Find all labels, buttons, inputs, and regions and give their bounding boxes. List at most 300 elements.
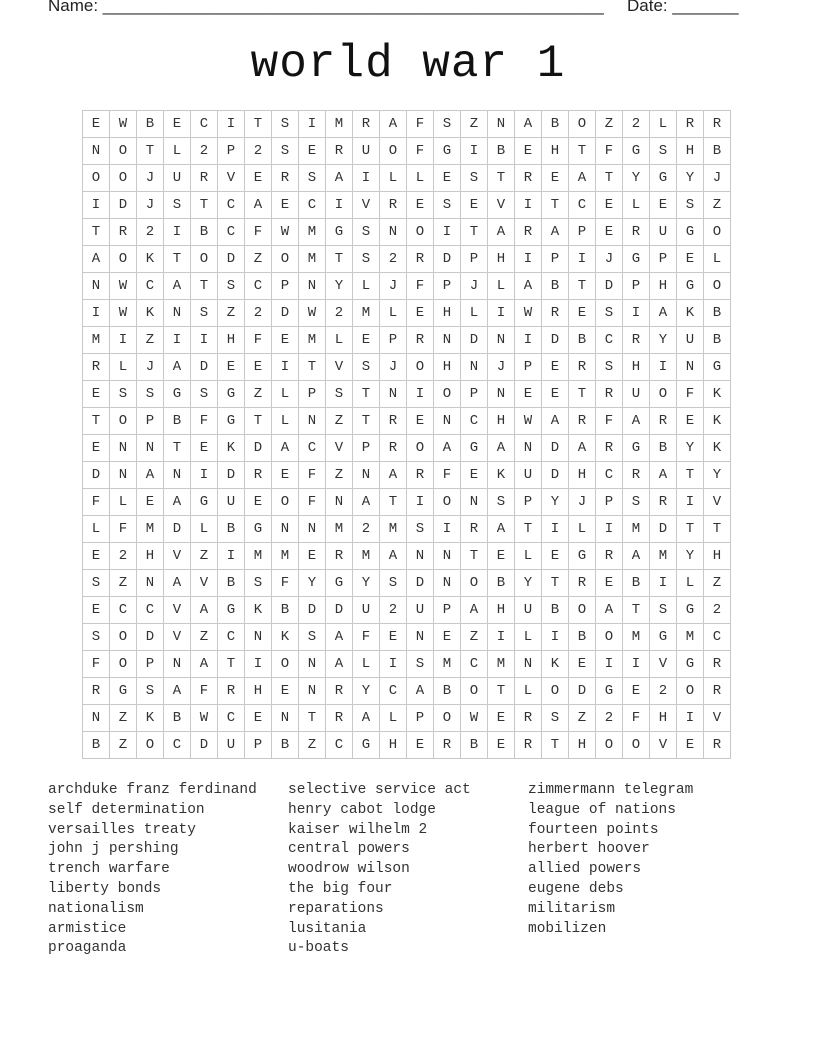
grid-cell: T [461,219,488,246]
grid-cell: P [623,273,650,300]
grid-cell: E [596,570,623,597]
grid-cell: B [542,273,569,300]
grid-cell: T [542,570,569,597]
grid-cell: L [110,354,137,381]
grid-cell: A [542,408,569,435]
grid-cell: A [488,516,515,543]
grid-cell: R [407,327,434,354]
grid-cell: A [191,651,218,678]
grid-cell: N [299,273,326,300]
grid-cell: O [461,678,488,705]
grid-cell: P [137,651,164,678]
grid-cell: J [596,246,623,273]
grid-cell: T [218,651,245,678]
grid-cell: R [704,651,731,678]
grid-cell: S [488,489,515,516]
grid-cell: S [191,300,218,327]
word-list-item: militarism [528,900,616,917]
grid-cell: J [488,354,515,381]
grid-cell: R [704,111,731,138]
grid-cell: E [677,732,704,759]
grid-cell: 2 [650,678,677,705]
grid-cell: 2 [380,597,407,624]
grid-cell: P [407,705,434,732]
grid-cell: I [542,624,569,651]
grid-cell: T [623,597,650,624]
grid-cell: A [164,354,191,381]
grid-cell: P [137,408,164,435]
grid-cell: S [137,381,164,408]
grid-cell: G [353,732,380,759]
grid-cell: Z [461,111,488,138]
grid-cell: R [569,570,596,597]
grid-cell: N [380,219,407,246]
header [48,0,748,20]
grid-cell: A [569,165,596,192]
grid-cell: I [353,165,380,192]
grid-cell: E [596,192,623,219]
grid-cell: Z [110,570,137,597]
grid-cell: O [272,489,299,516]
grid-cell: I [380,651,407,678]
grid-cell: U [677,327,704,354]
grid-cell: S [623,489,650,516]
grid-cell: S [164,192,191,219]
grid-cell: T [326,246,353,273]
word-list-column-3 [528,781,693,939]
grid-cell: J [380,354,407,381]
grid-cell: W [110,111,137,138]
grid-cell: A [380,543,407,570]
word-list-item: henry cabot lodge [288,801,436,818]
grid-cell: Z [137,327,164,354]
grid-cell: L [407,165,434,192]
grid-cell: L [677,570,704,597]
grid-cell: N [83,138,110,165]
grid-cell: F [83,489,110,516]
grid-cell: B [704,327,731,354]
grid-cell: R [326,138,353,165]
grid-cell: N [137,435,164,462]
grid-cell: L [623,192,650,219]
grid-cell: R [407,462,434,489]
grid-cell: Z [110,732,137,759]
grid-cell: A [488,219,515,246]
grid-cell: O [380,138,407,165]
grid-cell: A [245,192,272,219]
grid-cell: R [110,219,137,246]
grid-cell: S [272,138,299,165]
grid-cell: V [191,570,218,597]
grid-cell: N [488,381,515,408]
grid-cell: B [218,516,245,543]
word-list-item: league of nations [528,801,676,818]
grid-cell: K [218,435,245,462]
grid-cell: E [407,192,434,219]
date-field-label: Date: _______ [627,0,739,15]
grid-cell: G [218,381,245,408]
grid-cell: 2 [245,300,272,327]
grid-cell: A [434,435,461,462]
grid-cell: C [137,597,164,624]
grid-cell: L [515,624,542,651]
grid-cell: P [461,381,488,408]
grid-cell: D [542,435,569,462]
grid-cell: C [461,651,488,678]
grid-cell: E [83,381,110,408]
grid-cell: I [488,624,515,651]
grid-cell: R [542,300,569,327]
grid-cell: V [164,624,191,651]
grid-cell: C [218,705,245,732]
word-list-item: reparations [288,900,384,917]
grid-cell: A [542,219,569,246]
grid-cell: V [488,192,515,219]
grid-cell: V [650,732,677,759]
grid-cell: F [191,408,218,435]
grid-cell: J [461,273,488,300]
grid-cell: T [83,408,110,435]
grid-cell: A [650,462,677,489]
grid-cell: A [515,273,542,300]
grid-cell: S [83,570,110,597]
grid-cell: O [569,597,596,624]
grid-cell: P [272,273,299,300]
grid-cell: F [245,219,272,246]
grid-cell: O [434,489,461,516]
grid-cell: I [326,192,353,219]
grid-cell: K [542,651,569,678]
grid-cell: G [623,246,650,273]
grid-cell: C [704,624,731,651]
grid-cell: K [488,462,515,489]
grid-cell: E [515,138,542,165]
grid-cell: G [650,624,677,651]
grid-cell: G [569,543,596,570]
grid-row [83,489,731,516]
grid-cell: 2 [623,111,650,138]
grid-cell: P [353,435,380,462]
grid-cell: I [407,489,434,516]
grid-cell: O [650,381,677,408]
grid-cell: W [110,300,137,327]
grid-cell: H [434,354,461,381]
grid-cell: M [488,651,515,678]
grid-cell: L [380,705,407,732]
grid-cell: S [137,678,164,705]
grid-cell: 2 [137,219,164,246]
grid-cell: M [137,516,164,543]
grid-cell: N [83,705,110,732]
grid-cell: F [407,138,434,165]
grid-cell: 2 [353,516,380,543]
grid-cell: A [461,597,488,624]
grid-cell: I [164,327,191,354]
grid-cell: B [434,678,461,705]
grid-cell: F [299,489,326,516]
grid-cell: H [650,273,677,300]
grid-cell: I [407,381,434,408]
grid-cell: M [326,516,353,543]
grid-cell: D [83,462,110,489]
grid-cell: O [407,435,434,462]
grid-cell: D [191,732,218,759]
grid-cell: E [164,111,191,138]
grid-cell: K [704,435,731,462]
grid-cell: S [299,165,326,192]
grid-cell: T [353,381,380,408]
grid-cell: C [218,219,245,246]
grid-cell: F [623,705,650,732]
grid-cell: O [677,678,704,705]
grid-cell: T [299,705,326,732]
grid-cell: U [515,462,542,489]
grid-cell: R [380,408,407,435]
grid-cell: H [488,597,515,624]
grid-cell: Z [461,624,488,651]
grid-cell: M [299,246,326,273]
grid-cell: N [245,624,272,651]
grid-cell: Y [353,678,380,705]
grid-cell: I [677,705,704,732]
grid-cell: Y [542,489,569,516]
grid-cell: H [704,543,731,570]
grid-cell: A [326,624,353,651]
grid-row [83,570,731,597]
grid-cell: M [650,543,677,570]
grid-cell: N [434,543,461,570]
grid-cell: K [704,408,731,435]
grid-cell: G [326,219,353,246]
word-list-column-2 [288,781,471,959]
grid-cell: L [488,273,515,300]
grid-cell: 2 [704,597,731,624]
grid-cell: S [299,624,326,651]
grid-cell: U [218,732,245,759]
grid-cell: G [677,219,704,246]
grid-cell: B [83,732,110,759]
grid-cell: P [515,354,542,381]
grid-cell: O [407,219,434,246]
grid-cell: L [272,408,299,435]
word-search-grid [82,110,731,759]
grid-cell: E [380,624,407,651]
grid-cell: B [488,570,515,597]
grid-cell: A [164,489,191,516]
grid-cell: W [515,408,542,435]
grid-cell: T [677,462,704,489]
grid-cell: S [191,381,218,408]
grid-cell: Z [218,300,245,327]
grid-cell: I [191,462,218,489]
grid-cell: P [245,732,272,759]
grid-cell: E [137,489,164,516]
grid-cell: U [623,381,650,408]
grid-cell: S [110,381,137,408]
grid-row [83,624,731,651]
grid-cell: C [596,327,623,354]
grid-cell: M [623,624,650,651]
grid-cell: S [326,381,353,408]
grid-cell: E [245,705,272,732]
grid-cell: D [218,462,245,489]
grid-cell: G [245,516,272,543]
grid-cell: A [353,489,380,516]
grid-cell: V [218,165,245,192]
grid-cell: N [677,354,704,381]
grid-cell: L [380,165,407,192]
grid-cell: S [542,705,569,732]
grid-cell: N [407,543,434,570]
grid-cell: C [110,597,137,624]
grid-cell: N [164,651,191,678]
grid-cell: A [623,543,650,570]
grid-cell: T [542,192,569,219]
grid-cell: E [272,678,299,705]
grid-cell: L [569,516,596,543]
grid-cell: S [677,192,704,219]
grid-cell: O [272,651,299,678]
grid-cell: R [380,435,407,462]
grid-cell: N [272,516,299,543]
grid-row [83,273,731,300]
grid-cell: S [353,354,380,381]
grid-cell: T [542,732,569,759]
grid-cell: U [353,597,380,624]
grid-cell: A [380,111,407,138]
grid-cell: R [515,705,542,732]
grid-cell: P [380,327,407,354]
grid-cell: G [650,165,677,192]
grid-cell: F [596,138,623,165]
grid-cell: G [218,408,245,435]
grid-cell: B [623,570,650,597]
grid-cell: T [191,273,218,300]
grid-cell: D [299,597,326,624]
grid-cell: E [569,651,596,678]
grid-cell: S [650,138,677,165]
grid-cell: Y [677,435,704,462]
grid-cell: B [650,435,677,462]
grid-cell: J [137,354,164,381]
grid-cell: I [434,219,461,246]
grid-cell: L [515,678,542,705]
grid-cell: T [83,219,110,246]
grid-cell: N [164,300,191,327]
grid-cell: I [596,516,623,543]
word-list-item: mobilizen [528,920,607,937]
grid-cell: N [488,111,515,138]
grid-cell: E [488,705,515,732]
grid-cell: N [83,273,110,300]
grid-cell: Y [650,327,677,354]
grid-cell: E [407,408,434,435]
grid-cell: I [569,246,596,273]
grid-cell: N [326,489,353,516]
word-list-item: trench warfare [48,861,170,878]
grid-cell: K [272,624,299,651]
grid-cell: G [461,435,488,462]
grid-cell: N [110,462,137,489]
grid-cell: E [488,732,515,759]
grid-cell: M [434,651,461,678]
grid-cell: T [245,408,272,435]
grid-cell: H [434,300,461,327]
grid-cell: W [299,300,326,327]
grid-cell: K [677,300,704,327]
word-list-item: the big four [288,880,393,897]
grid-cell: E [542,165,569,192]
grid-cell: R [650,408,677,435]
grid-cell: R [623,219,650,246]
grid-cell: S [596,300,623,327]
grid-cell: R [272,165,299,192]
word-list-item: john j pershing [48,841,179,858]
grid-cell: O [704,219,731,246]
grid-row [83,327,731,354]
grid-row [83,435,731,462]
word-list-column-1 [48,781,257,959]
grid-cell: B [137,111,164,138]
grid-cell: T [461,543,488,570]
grid-cell: I [623,651,650,678]
grid-cell: L [164,138,191,165]
grid-cell: S [218,273,245,300]
grid-cell: N [299,678,326,705]
grid-cell: B [272,597,299,624]
word-list-item: u-boats [288,940,349,957]
grid-cell: N [299,516,326,543]
grid-cell: O [461,570,488,597]
grid-cell: D [650,516,677,543]
word-list-item: armistice [48,920,127,937]
grid-cell: Y [677,165,704,192]
grid-cell: F [83,651,110,678]
grid-cell: E [515,381,542,408]
grid-cell: E [461,192,488,219]
grid-cell: P [515,489,542,516]
grid-cell: E [353,327,380,354]
grid-cell: J [137,165,164,192]
grid-cell: S [407,651,434,678]
grid-cell: T [191,192,218,219]
grid-cell: A [650,300,677,327]
grid-cell: V [164,597,191,624]
grid-cell: I [650,570,677,597]
grid-cell: I [623,300,650,327]
grid-cell: E [272,327,299,354]
grid-cell: H [488,408,515,435]
grid-cell: I [434,516,461,543]
grid-cell: E [83,543,110,570]
grid-cell: M [353,300,380,327]
grid-cell: E [83,597,110,624]
grid-cell: M [83,327,110,354]
grid-cell: C [218,624,245,651]
grid-cell: F [191,678,218,705]
grid-cell: W [515,300,542,327]
grid-cell: Z [299,732,326,759]
grid-cell: R [326,678,353,705]
word-list-item: selective service act [288,782,471,798]
grid-cell: I [245,651,272,678]
grid-cell: O [110,138,137,165]
grid-cell: E [596,219,623,246]
grid-cell: A [353,705,380,732]
grid-row [83,597,731,624]
grid-cell: C [461,408,488,435]
word-list-item: herbert hoover [528,841,650,858]
